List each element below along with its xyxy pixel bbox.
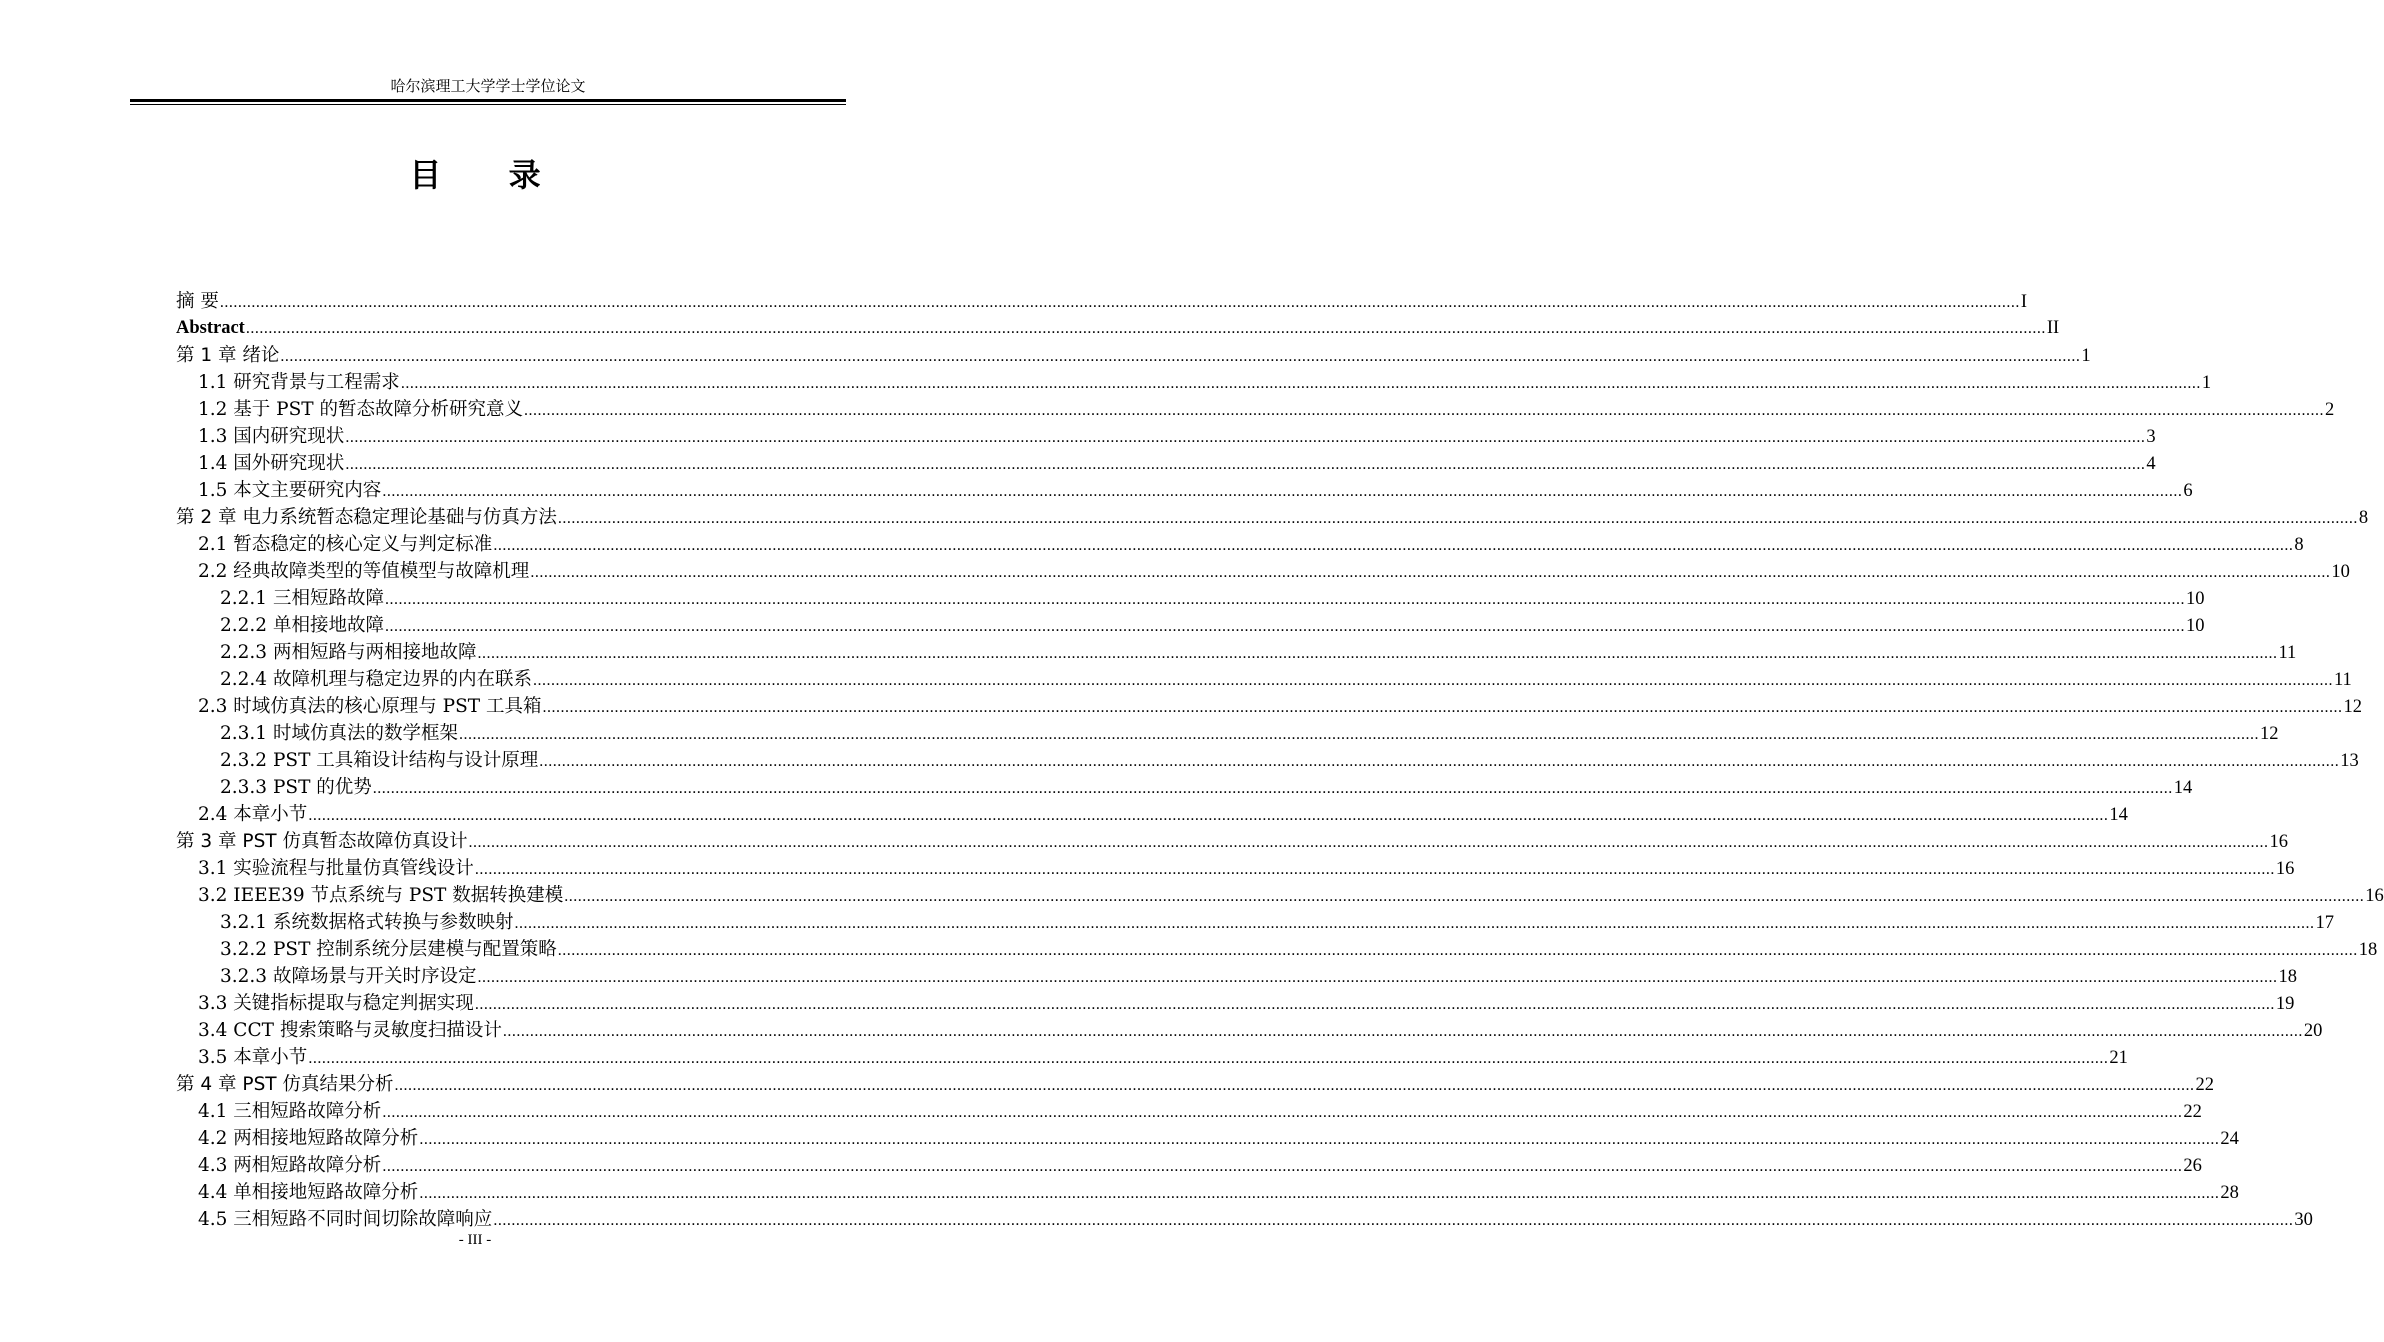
toc-leader-dots: ................................................................................................................................................................................................................................................................................................................................................................................................................ xyxy=(493,537,2294,554)
table-of-contents xyxy=(176,288,2384,1233)
toc-entry-page: 3 xyxy=(2146,427,2156,447)
toc-entry[interactable] xyxy=(176,774,2193,801)
header-rule-thick xyxy=(130,99,846,102)
toc-entry-label: 3.1 实验流程与批量仿真管线设计 xyxy=(198,858,474,879)
toc-entry-page: 10 xyxy=(2185,589,2205,609)
toc-entry-label: 4.1 三相短路故障分析 xyxy=(198,1101,382,1122)
toc-leader-dots: ................................................................................................................................................................................................................................................................................................................................................................................................................ xyxy=(419,1131,2220,1148)
toc-entry-label: 第 1 章 绪论 xyxy=(176,345,280,366)
toc-entry-label: 3.2.3 故障场景与开关时序设定 xyxy=(220,966,477,987)
toc-entry[interactable] xyxy=(176,1044,2128,1071)
toc-leader-dots: ................................................................................................................................................................................................................................................................................................................................................................................................................ xyxy=(382,1104,2183,1121)
toc-entry[interactable] xyxy=(176,693,2363,720)
toc-leader-dots: ................................................................................................................................................................................................................................................................................................................................................................................................................ xyxy=(564,888,2365,905)
toc-entry[interactable] xyxy=(176,477,2193,504)
toc-leader-dots: ................................................................................................................................................................................................................................................................................................................................................................................................................ xyxy=(372,780,2173,797)
toc-leader-dots: ................................................................................................................................................................................................................................................................................................................................................................................................................ xyxy=(400,375,2201,392)
toc-entry-page: 26 xyxy=(2183,1156,2202,1176)
toc-entry-page: 12 xyxy=(2343,697,2363,717)
toc-entry[interactable] xyxy=(176,1125,2239,1152)
toc-entry[interactable] xyxy=(176,585,2205,612)
toc-entry-page: 18 xyxy=(2358,940,2378,960)
toc-entry-page: 8 xyxy=(2358,508,2369,528)
toc-entry[interactable] xyxy=(176,396,2335,423)
toc-entry-label: 4.2 两相接地短路故障分析 xyxy=(198,1128,419,1149)
toc-entry-page: 10 xyxy=(2185,616,2205,636)
toc-leader-dots: ................................................................................................................................................................................................................................................................................................................................................................................................................ xyxy=(530,564,2331,581)
toc-leader-dots: ................................................................................................................................................................................................................................................................................................................................................................................................................ xyxy=(474,861,2275,878)
toc-entry-page: 11 xyxy=(2278,643,2297,663)
toc-leader-dots: ................................................................................................................................................................................................................................................................................................................................................................................................................ xyxy=(524,402,2325,419)
toc-entry-page: 16 xyxy=(2365,886,2384,906)
header-rule-thin xyxy=(130,104,846,105)
toc-entry[interactable] xyxy=(176,720,2279,747)
toc-leader-dots: ................................................................................................................................................................................................................................................................................................................................................................................................................ xyxy=(557,510,2358,527)
toc-leader-dots: ................................................................................................................................................................................................................................................................................................................................................................................................................ xyxy=(542,699,2343,716)
toc-entry-label: 2.4 本章小节 xyxy=(198,804,308,825)
toc-entry-page: 17 xyxy=(2315,913,2334,933)
toc-entry-label: 1.2 基于 PST 的暂态故障分析研究意义 xyxy=(198,399,524,420)
toc-entry[interactable] xyxy=(176,909,2334,936)
toc-entry-label: 4.5 三相短路不同时间切除故障响应 xyxy=(198,1209,493,1230)
toc-entry-label: 1.1 研究背景与工程需求 xyxy=(198,372,400,393)
toc-entry-label: 1.4 国外研究现状 xyxy=(198,453,345,474)
toc-entry-page: 22 xyxy=(2195,1075,2214,1095)
toc-entry[interactable] xyxy=(176,612,2205,639)
toc-entry[interactable] xyxy=(176,1179,2239,1206)
toc-entry-label: Abstract xyxy=(176,318,245,338)
toc-entry-page: 14 xyxy=(2173,778,2193,798)
toc-entry-page: 1 xyxy=(2081,346,2091,366)
toc-entry[interactable] xyxy=(176,369,2212,396)
toc-leader-dots: ................................................................................................................................................................................................................................................................................................................................................................................................................ xyxy=(419,1185,2220,1202)
toc-entry-label: 第 4 章 PST 仿真结果分析 xyxy=(176,1074,394,1095)
toc-entry-page: 22 xyxy=(2183,1102,2202,1122)
toc-entry[interactable] xyxy=(176,288,2028,315)
toc-entry-page: 20 xyxy=(2303,1021,2323,1041)
toc-entry[interactable] xyxy=(176,558,2350,585)
toc-entry-page: 19 xyxy=(2275,994,2295,1014)
toc-entry[interactable] xyxy=(176,450,2156,477)
toc-entry-page: 6 xyxy=(2183,481,2193,501)
toc-leader-dots: ................................................................................................................................................................................................................................................................................................................................................................................................................ xyxy=(514,915,2315,932)
toc-entry[interactable] xyxy=(176,315,2060,342)
toc-entry-page: II xyxy=(2046,318,2060,338)
toc-entry-label: 3.2 IEEE39 节点系统与 PST 数据转换建模 xyxy=(198,885,564,906)
toc-entry[interactable] xyxy=(176,828,2288,855)
toc-entry-label: 2.2 经典故障类型的等值模型与故障机理 xyxy=(198,561,530,582)
toc-leader-dots: ................................................................................................................................................................................................................................................................................................................................................................................................................ xyxy=(245,320,2046,337)
toc-leader-dots: ................................................................................................................................................................................................................................................................................................................................................................................................................ xyxy=(477,645,2278,662)
toc-leader-dots: ................................................................................................................................................................................................................................................................................................................................................................................................................ xyxy=(502,1023,2303,1040)
toc-entry[interactable] xyxy=(176,1206,2313,1233)
toc-entry-label: 3.4 CCT 搜索策略与灵敏度扫描设计 xyxy=(198,1020,502,1041)
toc-leader-dots: ................................................................................................................................................................................................................................................................................................................................................................................................................ xyxy=(493,1212,2294,1229)
toc-entry-label: 3.2.2 PST 控制系统分层建模与配置策略 xyxy=(220,939,557,960)
toc-entry[interactable] xyxy=(176,882,2384,909)
page-title: 目 录 xyxy=(409,156,569,194)
toc-leader-dots: ................................................................................................................................................................................................................................................................................................................................................................................................................ xyxy=(219,294,2020,311)
toc-entry[interactable] xyxy=(176,423,2156,450)
toc-entry-page: 1 xyxy=(2201,373,2212,393)
toc-entry-label: 2.2.4 故障机理与稳定边界的内在联系 xyxy=(220,669,532,690)
toc-entry-page: 24 xyxy=(2220,1129,2239,1149)
toc-leader-dots: ................................................................................................................................................................................................................................................................................................................................................................................................................ xyxy=(308,1050,2109,1067)
toc-entry-page: 13 xyxy=(2340,751,2359,771)
toc-entry[interactable] xyxy=(176,936,2378,963)
toc-entry-page: I xyxy=(2020,292,2028,312)
toc-entry-label: 4.3 两相短路故障分析 xyxy=(198,1155,382,1176)
toc-entry-page: 14 xyxy=(2109,805,2128,825)
toc-leader-dots: ................................................................................................................................................................................................................................................................................................................................................................................................................ xyxy=(557,942,2358,959)
toc-entry-page: 2 xyxy=(2325,400,2335,420)
toc-entry[interactable] xyxy=(176,1017,2323,1044)
toc-entry[interactable] xyxy=(176,342,2091,369)
toc-entry-label: 2.2.3 两相短路与两相接地故障 xyxy=(220,642,477,663)
toc-entry-label: 2.2.2 单相接地故障 xyxy=(220,615,384,636)
toc-entry-label: 2.3.3 PST 的优势 xyxy=(220,777,372,798)
toc-entry[interactable] xyxy=(176,1152,2202,1179)
toc-leader-dots: ................................................................................................................................................................................................................................................................................................................................................................................................................ xyxy=(308,807,2109,824)
toc-leader-dots: ................................................................................................................................................................................................................................................................................................................................................................................................................ xyxy=(384,618,2185,635)
toc-entry[interactable] xyxy=(176,1071,2214,1098)
toc-entry-label: 1.3 国内研究现状 xyxy=(198,426,345,447)
toc-entry-page: 10 xyxy=(2331,562,2350,582)
toc-leader-dots: ................................................................................................................................................................................................................................................................................................................................................................................................................ xyxy=(532,672,2333,689)
toc-leader-dots: ................................................................................................................................................................................................................................................................................................................................................................................................................ xyxy=(394,1077,2195,1094)
toc-entry-label: 2.2.1 三相短路故障 xyxy=(220,588,384,609)
toc-entry-page: 30 xyxy=(2294,1210,2313,1230)
toc-leader-dots: ................................................................................................................................................................................................................................................................................................................................................................................................................ xyxy=(280,348,2081,365)
toc-entry[interactable] xyxy=(176,639,2297,666)
toc-leader-dots: ................................................................................................................................................................................................................................................................................................................................................................................................................ xyxy=(474,996,2275,1013)
toc-entry-page: 28 xyxy=(2220,1183,2239,1203)
toc-entry-page: 4 xyxy=(2146,454,2156,474)
toc-leader-dots: ................................................................................................................................................................................................................................................................................................................................................................................................................ xyxy=(384,591,2185,608)
toc-entry-label: 2.1 暂态稳定的核心定义与判定标准 xyxy=(198,534,493,555)
toc-leader-dots: ................................................................................................................................................................................................................................................................................................................................................................................................................ xyxy=(382,483,2183,500)
toc-entry-page: 16 xyxy=(2275,859,2295,879)
toc-entry-page: 11 xyxy=(2333,670,2352,690)
toc-entry-label: 1.5 本文主要研究内容 xyxy=(198,480,382,501)
toc-entry-page: 12 xyxy=(2259,724,2279,744)
toc-leader-dots: ................................................................................................................................................................................................................................................................................................................................................................................................................ xyxy=(382,1158,2183,1175)
toc-entry-page: 8 xyxy=(2294,535,2304,555)
toc-entry-page: 16 xyxy=(2269,832,2288,852)
toc-entry[interactable] xyxy=(176,801,2128,828)
toc-entry[interactable] xyxy=(176,1098,2202,1125)
toc-leader-dots: ................................................................................................................................................................................................................................................................................................................................................................................................................ xyxy=(458,726,2259,743)
toc-leader-dots: ................................................................................................................................................................................................................................................................................................................................................................................................................ xyxy=(539,753,2340,770)
toc-entry[interactable] xyxy=(176,666,2352,693)
toc-entry-label: 3.2.1 系统数据格式转换与参数映射 xyxy=(220,912,514,933)
toc-entry-label: 2.3.1 时域仿真法的数学框架 xyxy=(220,723,458,744)
toc-entry-page: 18 xyxy=(2278,967,2297,987)
toc-entry[interactable] xyxy=(176,531,2304,558)
page-header: 哈尔滨理工大学学士学位论文 xyxy=(390,77,586,95)
toc-entry-label: 3.5 本章小节 xyxy=(198,1047,308,1068)
toc-leader-dots: ................................................................................................................................................................................................................................................................................................................................................................................................................ xyxy=(345,456,2146,473)
toc-entry-page: 21 xyxy=(2109,1048,2128,1068)
toc-entry[interactable] xyxy=(176,747,2359,774)
toc-entry-label: 2.3.2 PST 工具箱设计结构与设计原理 xyxy=(220,750,539,771)
toc-entry[interactable] xyxy=(176,855,2295,882)
toc-entry-label: 4.4 单相接地短路故障分析 xyxy=(198,1182,419,1203)
toc-entry-label: 第 3 章 PST 仿真暂态故障仿真设计 xyxy=(176,831,468,852)
page-number: - III - xyxy=(458,1232,492,1248)
toc-entry[interactable] xyxy=(176,963,2297,990)
toc-entry-label: 摘 要 xyxy=(176,291,219,312)
toc-leader-dots: ................................................................................................................................................................................................................................................................................................................................................................................................................ xyxy=(468,834,2269,851)
toc-leader-dots: ................................................................................................................................................................................................................................................................................................................................................................................................................ xyxy=(477,969,2278,986)
toc-entry[interactable] xyxy=(176,504,2369,531)
toc-leader-dots: ................................................................................................................................................................................................................................................................................................................................................................................................................ xyxy=(345,429,2146,446)
toc-entry-label: 第 2 章 电力系统暂态稳定理论基础与仿真方法 xyxy=(176,507,557,528)
toc-entry-label: 2.3 时域仿真法的核心原理与 PST 工具箱 xyxy=(198,696,542,717)
toc-entry[interactable] xyxy=(176,990,2295,1017)
toc-entry-label: 3.3 关键指标提取与稳定判据实现 xyxy=(198,993,474,1014)
